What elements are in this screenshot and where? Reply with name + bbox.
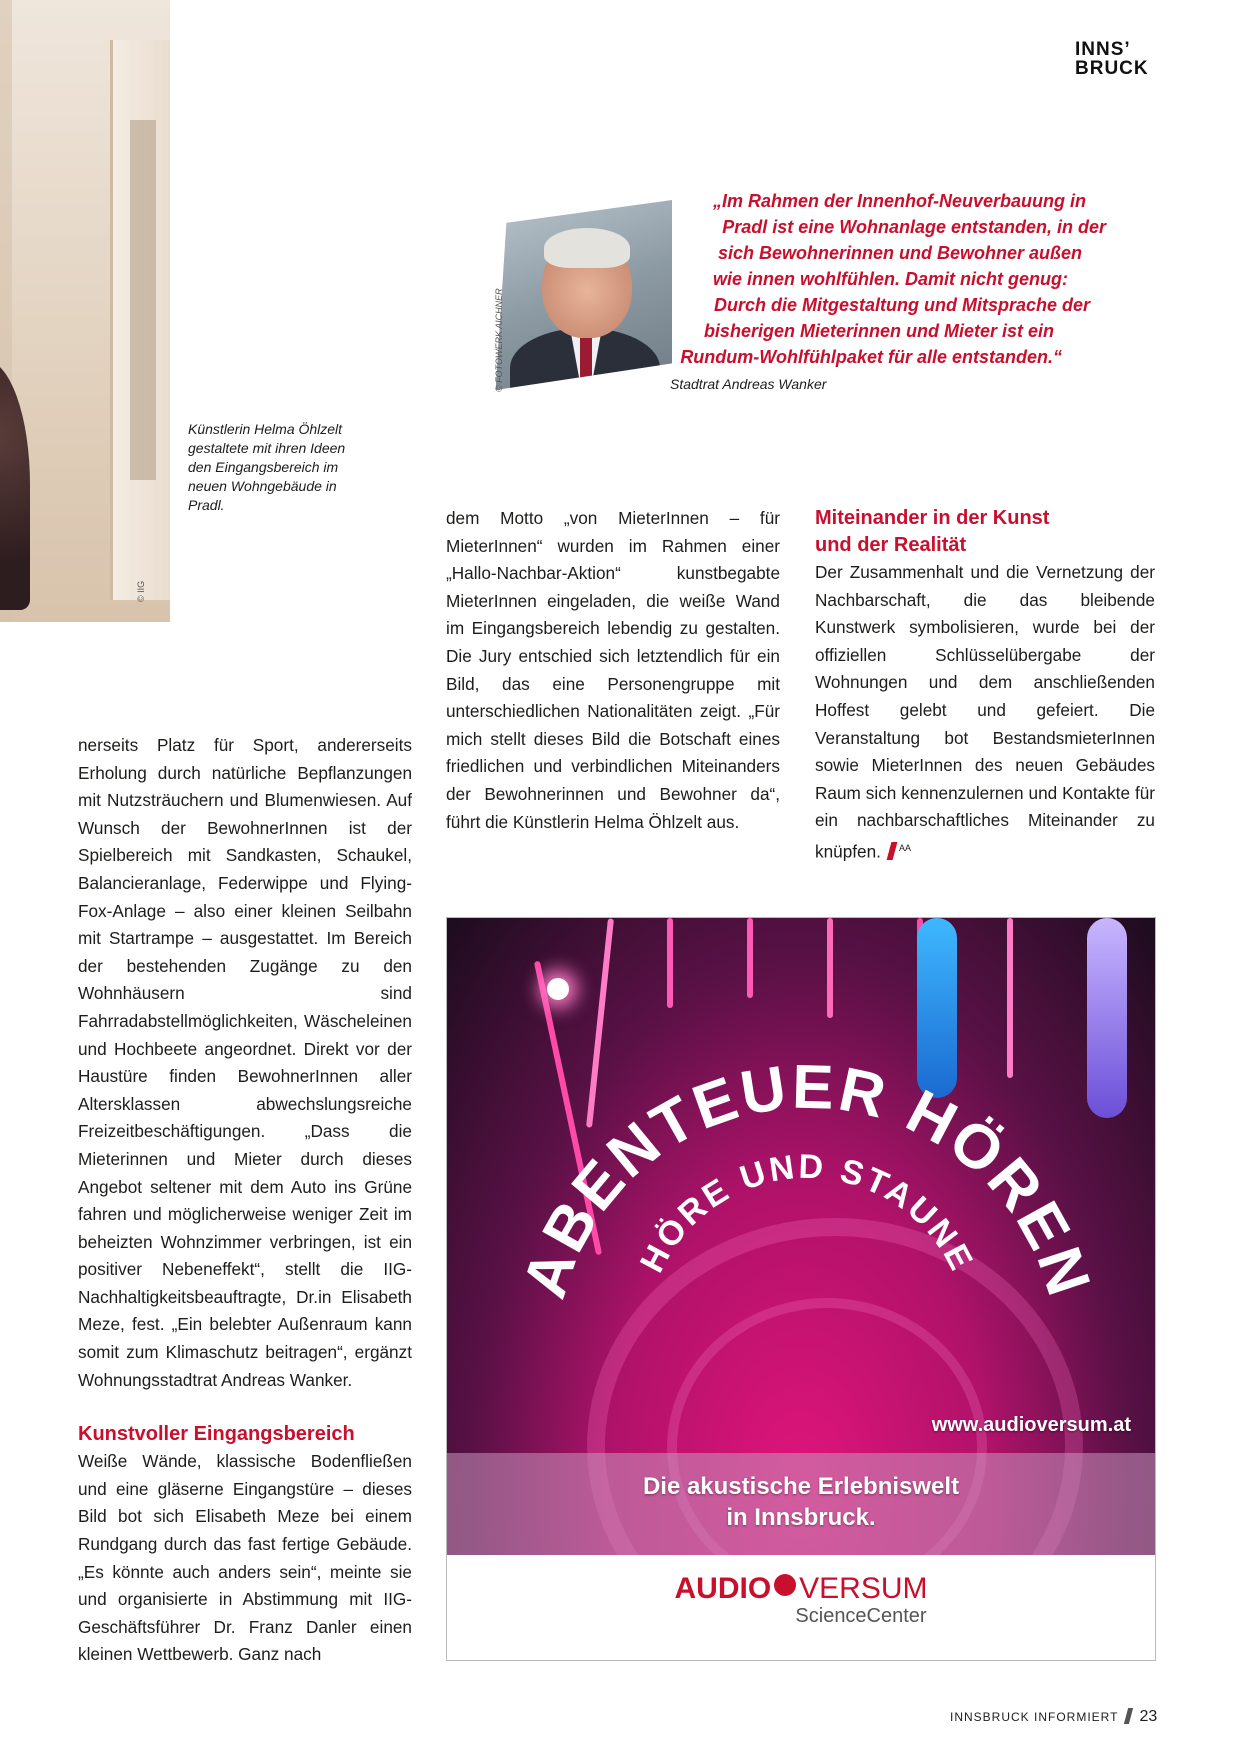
paragraph: dem Motto „von MieterInnen – für MieterInnen“ wurden im Rahmen einer „Hallo-Nachbar-Aktion“ kunstbegabte MieterInnen eingeladen, die weiße Wand im Eingangsbereich lebendig zu gestalten. Die Jury entschied sich letztendlich für ein Bild, das eine Personengruppe mit unterschiedlichen Nationalitäten zeigt. „Für mich stellt dieses Bild die Botschaft eines friedlichen und verbindlichen Miteinanders der Bewohnerinnen und Bewohner da“, führt die Künstlerin Helma Öhlzelt aus. (446, 508, 780, 832)
audioversum-logo (447, 1573, 1155, 1627)
ad-headline: ABENTEUER HÖREN (510, 1052, 1104, 1307)
subheading-line-2: und der Realität (815, 534, 967, 556)
ad-tagline-line-1: Die akustische Erlebniswelt (642, 1473, 960, 1500)
logo-line-1: INNS’ (1075, 39, 1131, 60)
page-number: 23 (1139, 1708, 1158, 1725)
photo-door-panel (130, 120, 156, 480)
quote-line: Durch die Mitgestaltung und Mitsprache der (713, 295, 1090, 315)
subheading-kunstvoller-eingangsbereich: Kunstvoller Eingangsbereich (78, 1423, 355, 1446)
ad-logo-subtitle: ScienceCenter (795, 1605, 927, 1627)
ad-curved-headline (447, 918, 1155, 1478)
quote-author: Stadtrat Andreas Wanker (670, 376, 827, 392)
page-footer (950, 1708, 1157, 1726)
quote-line: wie innen wohlfühlen. Damit nicht genug: (713, 269, 1068, 289)
ad-logo-part-2: VERSUM (799, 1572, 928, 1605)
paragraph-text: Der Zusammenhalt und die Vernetzung der Nachbarschaft, die das bleibende Kunstwerk symbolisieren, wurde bei der offiziellen Schlüsselübergabe der Wohnungen und dem anschließenden Hoffest gelebt und gefeiert. Die Veranstaltung bot BestandsmieterInnen sowie MieterInnen des neuen Gebäudes Raum sich kennenzulernen und Kontakte für ein nachbarschaftliches Miteinander zu knüpfen. (815, 562, 1155, 862)
quote-line: sich Bewohnerinnen und Bewohner außen (717, 243, 1082, 263)
article-column-2 (446, 505, 780, 836)
ear-icon (774, 1574, 796, 1596)
portrait-photo (492, 200, 672, 390)
ad-image (447, 918, 1155, 1555)
logo-line-2: BRUCK (1075, 58, 1149, 79)
pull-quote (668, 188, 1110, 370)
paragraph: nerseits Platz für Sport, andererseits Erholung durch natürliche Bepflanzungen mit Nutzsträuchern und Blumenwiesen. Auf Wunsch der BewohnerInnen ist der Spielbereich mit Sandkasten, Schaukel, Balancieranlage, Federwippe und Flying-Fox-Anlage – also einer kleinen Seilbahn mit Startrampe – ausgestattet. Im Bereich der bestehenden Zugänge zu den Wohnhäusern sind Fahrradabstellmöglichkeiten, Wäscheleinen und Hochbeete angeordnet. Direkt vor der Haustüre finden BewohnerInnen aller Altersklassen abwechslungsreiche Freizeitbeschäftigungen. „Dass die Mieterinnen und Mieter durch dieses Angebot seltener mit dem Auto ins Grüne fahren und möglicherweise weniger Zeit im beheizten Wohnzimmer verbringen, ist ein positiver Nebeneffekt“, stellt die IIG-Nachhaltigkeitsbeauftragte, Dr.in Elisabeth Meze, fest. „Ein belebter Außenraum kann somit zum Klimaschutz beitragen“, ergänzt Wohnungsstadtrat Andreas Wanker. (78, 735, 412, 1390)
quote-line: Pradl ist eine Wohnanlage entstanden, in der (722, 217, 1106, 237)
audioversum-advertisement[interactable] (446, 917, 1156, 1661)
ad-url[interactable]: www.audioversum.at (931, 1414, 1131, 1436)
quote-line: bisherigen Mieterinnen und Mieter ist ein (703, 321, 1054, 341)
ad-tagline (447, 1471, 1155, 1533)
end-mark-icon (887, 842, 898, 860)
ad-tagline-line-2: in Innsbruck. (726, 1504, 876, 1531)
footer-divider-icon (1124, 1708, 1133, 1724)
paragraph: Weiße Wände, klassische Bodenfließen und eine gläserne Eingangstüre – dieses Bild bot sich Elisabeth Meze bei einem Rundgang durch das fast fertige Gebäude. „Es könnte auch anders sein“, meinte sie und organisierte in Abstimmung mit IIG-Geschäftsführer Dr. Franz Danler einen kleinen Wettbewerb. Ganz nach (78, 1451, 412, 1665)
portrait-credit: © FOTOWERK AICHNER (494, 288, 504, 392)
artist-photo (0, 0, 170, 622)
article-column-3 (815, 505, 1155, 866)
innsbruck-logo (1075, 40, 1187, 78)
portrait-tie (580, 338, 592, 390)
publication-name: INNSBRUCK INFORMIERT (950, 1710, 1119, 1724)
subheading-line-1: Miteinander in der Kunst (815, 507, 1050, 529)
photo-caption: Künstlerin Helma Öhlzelt gestaltete mit ihren Ideen den Eingangsbereich im neuen Wohngebäude in Pradl. (188, 421, 346, 513)
quote-line: Rundum-Wohlfühlpaket für alle entstanden.“ (680, 347, 1062, 367)
photo-credit: © IIG (136, 580, 146, 602)
author-signature: AA (898, 842, 911, 853)
article-column-1 (78, 732, 412, 1669)
photo-person (0, 360, 30, 610)
ad-logo-part-1: AUDIO (674, 1572, 772, 1605)
ad-subline: HÖRE UND STAUNE (632, 1147, 982, 1279)
quote-line: „Im Rahmen der Innenhof-Neuverbauung in (712, 191, 1086, 211)
paragraph (815, 559, 1155, 866)
ad-logo-wordmark (447, 1573, 1155, 1605)
portrait-hair (544, 228, 630, 268)
subheading-miteinander (815, 505, 1155, 559)
